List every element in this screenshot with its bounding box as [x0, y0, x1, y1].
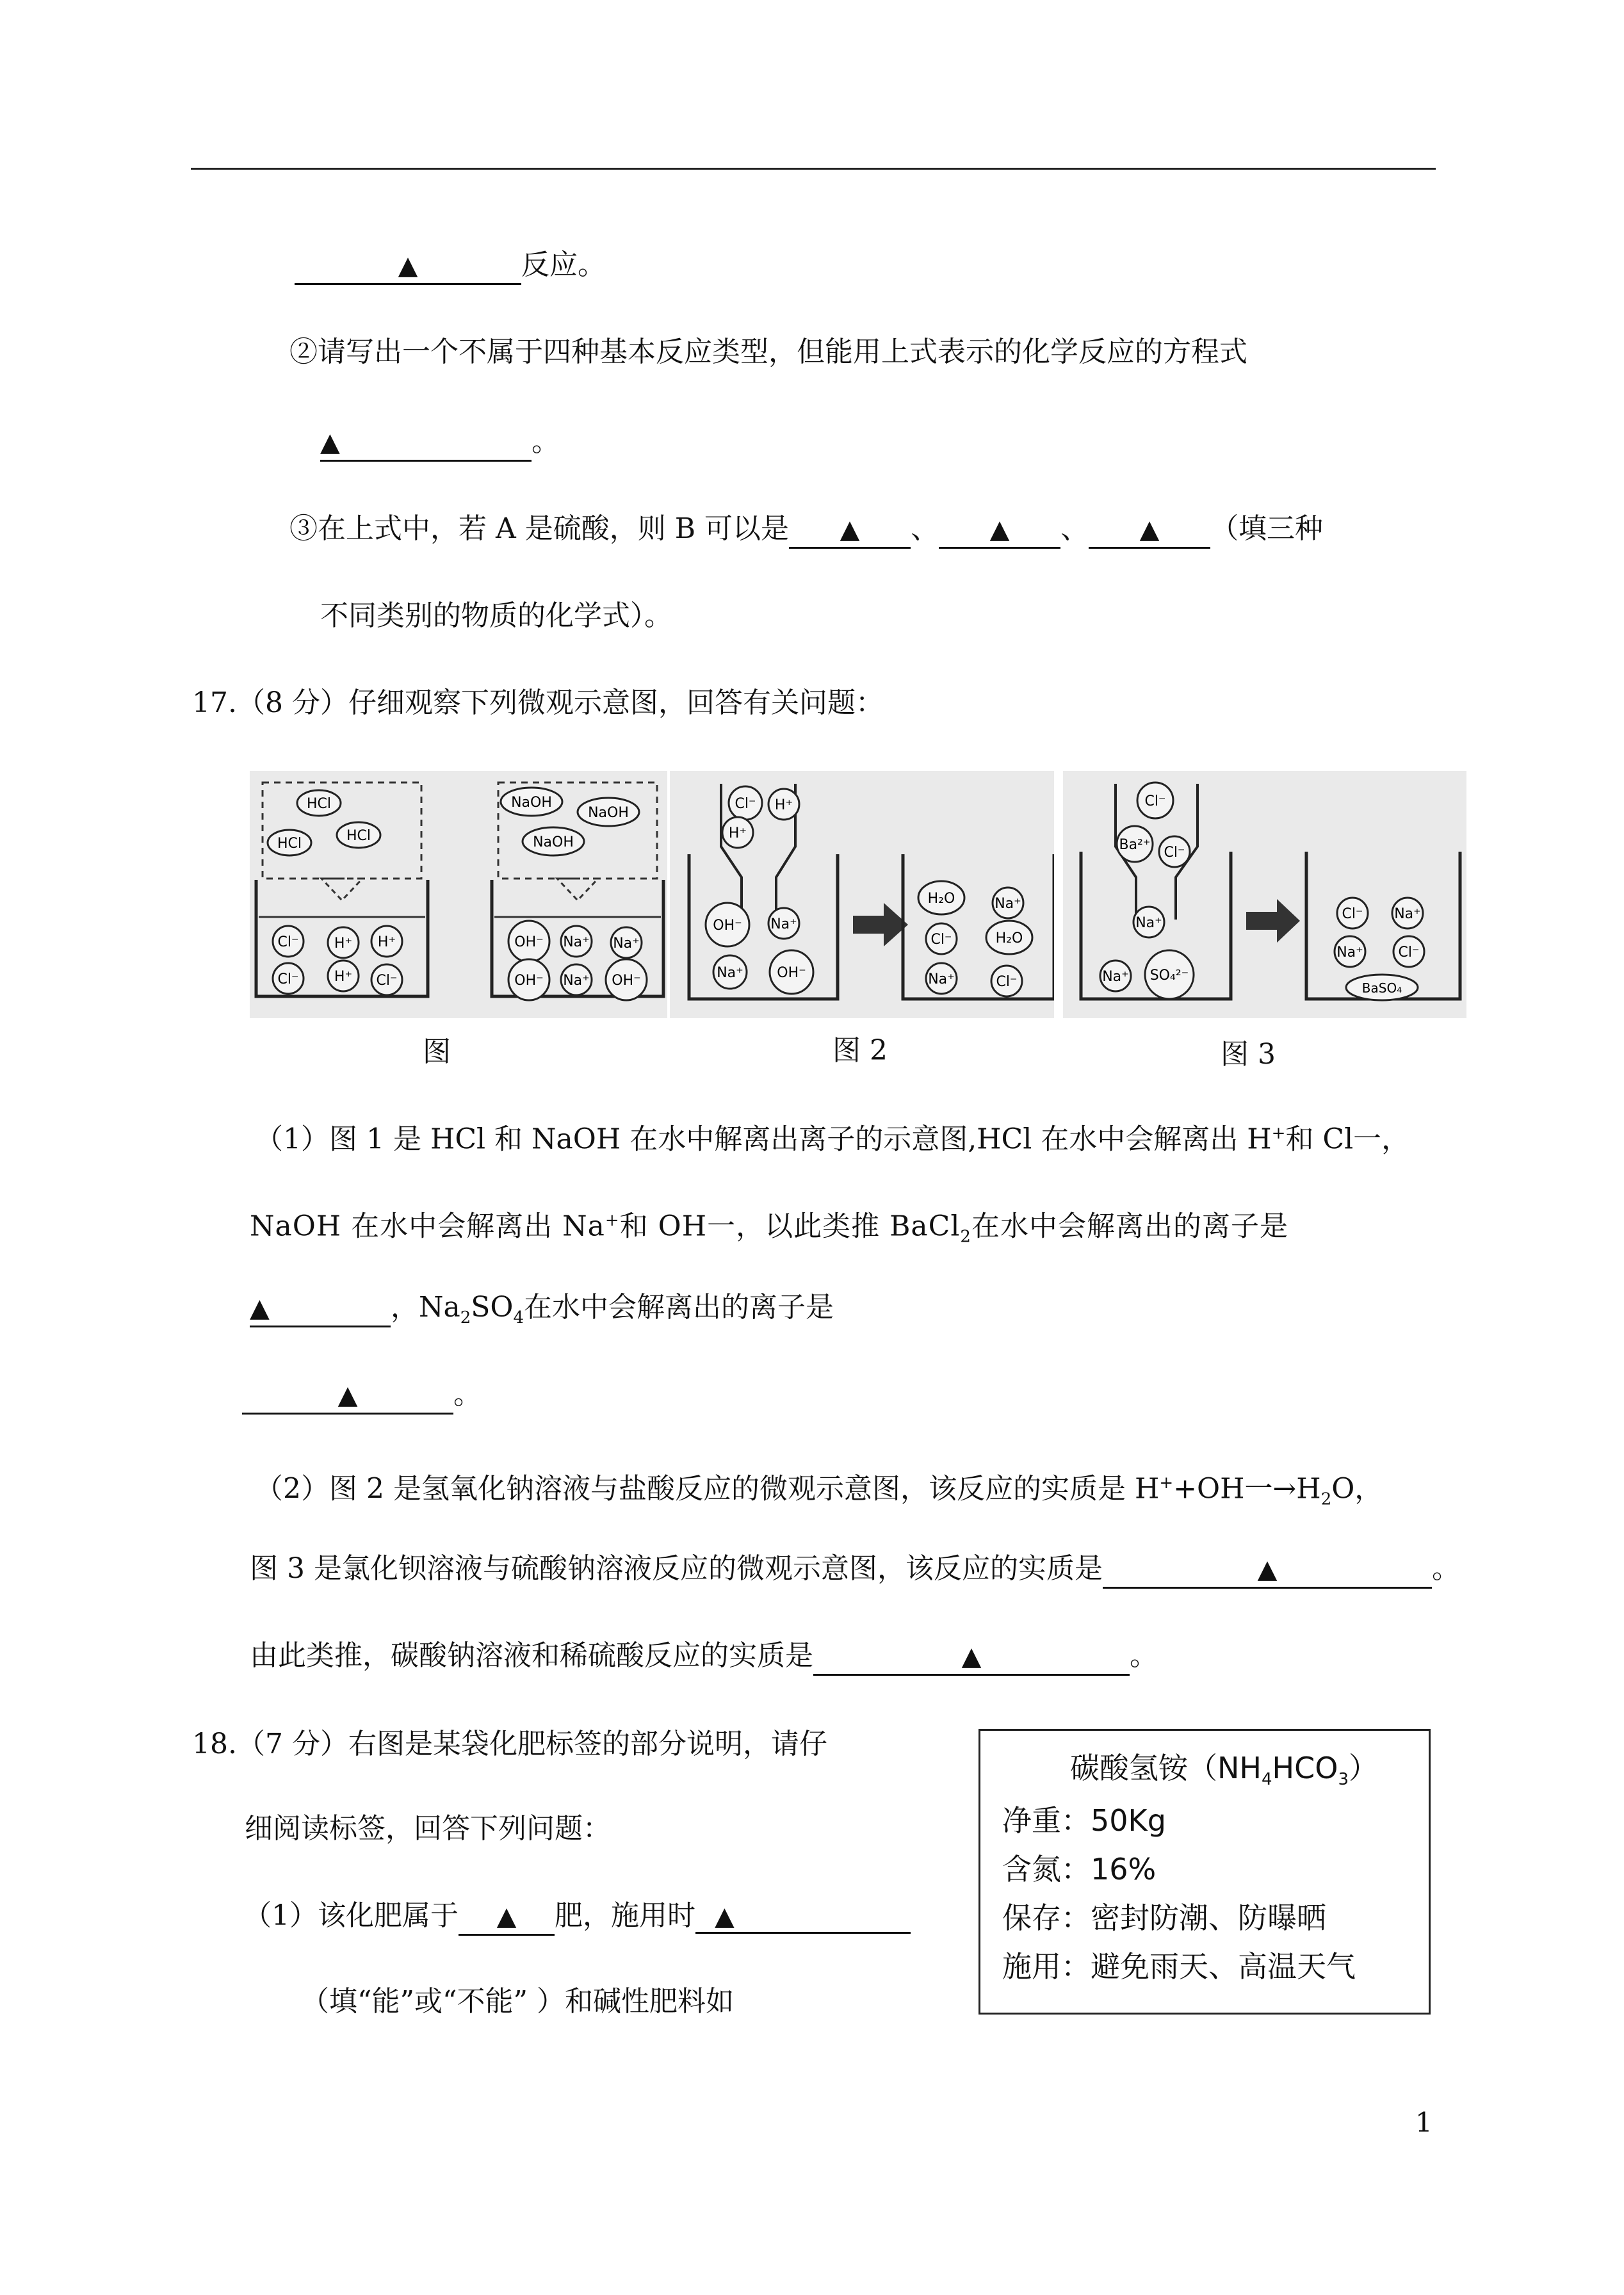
question-18-line-2: 细阅读标签，回答下列问题： [245, 1812, 611, 1845]
question-17-title: 17.（8 分）仔细观察下列微观示意图，回答有关问题： [192, 686, 884, 719]
fig3-products [1335, 898, 1424, 1000]
particle-label: Na⁺ [1336, 945, 1363, 961]
naoh-molecule-label: NaOH [511, 795, 552, 811]
answer-blank[interactable]: ▲ [1103, 1551, 1432, 1589]
particle-label: Na⁺ [1394, 906, 1421, 922]
fig1-naoh-ions [508, 921, 647, 1000]
answer-blank[interactable]: ▲ [813, 1638, 1130, 1676]
ion-label: Na⁺ [717, 965, 743, 981]
hcl-molecule-label: HCl [306, 796, 332, 812]
part-2-line-3: 由此类推，碳酸钠溶液和稀硫酸反应的实质是 ▲ 。 [250, 1637, 1158, 1676]
figure-2-caption: 图 2 [832, 1034, 888, 1067]
header-rule [191, 168, 1436, 170]
fig1-hcl-molecules [268, 790, 380, 856]
ion-label: OH⁻ [612, 973, 641, 989]
figure-1 [250, 771, 667, 1018]
ion-label: OH⁻ [777, 965, 806, 981]
ion-label: SO₄²⁻ [1149, 968, 1189, 984]
ion-label: Cl⁻ [1164, 845, 1185, 861]
ion-label: OH⁻ [713, 918, 742, 934]
question-18-title: 18.（7 分）右图是某袋化肥标签的部分说明，请仔 [192, 1728, 827, 1760]
answer-blank[interactable]: ▲ [250, 1290, 391, 1327]
naoh-molecule-label: NaOH [533, 834, 574, 850]
page-number: 1 [1415, 2107, 1433, 2138]
particle-label: Cl⁻ [1398, 945, 1420, 961]
answer-blank[interactable]: ▲ [459, 1898, 555, 1936]
part-1-line-3: ▲ ，$Na_2SO_4$在水中会解离出的离子是 [250, 1291, 834, 1327]
ion-label: Na⁺ [1102, 969, 1129, 985]
fertilizer-label [978, 1729, 1431, 2015]
label-net-weight: 净重：50Kg [1002, 1803, 1166, 1838]
ion-label: Na⁺ [770, 916, 797, 932]
part-1-line-2: NaOH 在水中会解离出 Na+和 OH一，以此类推 BaCl$_2$在水中会解离出的离子是 [250, 1210, 1288, 1247]
ion-label: OH⁻ [514, 934, 544, 950]
fig1-naoh-molecules [501, 788, 639, 856]
label-title: 碳酸氢铵$(NH_4HCO_3)$ [1070, 1751, 1379, 1790]
ion-label: H⁺ [334, 969, 353, 985]
particle-label: Cl⁻ [1342, 906, 1363, 922]
ion-label: Na⁺ [613, 936, 640, 952]
answer-blank[interactable]: ▲ [295, 247, 521, 285]
figure-1-caption: 图 [423, 1035, 451, 1068]
part-1-line-1: （1）图 1 是 HCl 和 NaOH 在水中解离出离子的示意图,HCl 在水中会解离出 H+和 Cl一， [255, 1123, 1410, 1156]
fig2-hcl-ions [722, 786, 799, 848]
figure-3 [1063, 771, 1466, 1018]
fig2-naoh-ions [706, 903, 813, 994]
ion-label: Cl⁻ [277, 934, 299, 950]
hcl-molecule-label: HCl [346, 828, 371, 844]
ion-label: Na⁺ [1135, 915, 1162, 931]
ion-label: Na⁺ [563, 973, 590, 989]
ion-label: H⁺ [377, 934, 396, 950]
ion-label: Cl⁻ [376, 973, 398, 989]
figure-2 [670, 771, 1054, 1018]
particle-label: Cl⁻ [996, 974, 1018, 990]
label-nitrogen: 含氮：16% [1002, 1852, 1157, 1886]
fig1-hcl-ions [273, 926, 402, 995]
ion-label: H⁺ [774, 797, 793, 813]
ion-label: H⁺ [728, 825, 747, 841]
answer-line-1: ▲ 反应。 [295, 246, 606, 285]
label-storage: 保存：密封防潮、防曝晒 [1002, 1901, 1326, 1935]
ion-label: OH⁻ [514, 973, 544, 989]
ion-label: Cl⁻ [277, 971, 299, 987]
particle-label: H₂O [995, 930, 1023, 946]
answer-blank[interactable]: ▲ [242, 1377, 453, 1415]
figure-3-caption: 图 3 [1221, 1038, 1276, 1071]
hcl-molecule-label: HCl [277, 836, 302, 852]
question-18-part-1-cont: （填“能”或“不能” ）和碱性肥料如 [301, 1985, 734, 2018]
ion-label: Na⁺ [563, 934, 590, 950]
ion-label: Cl⁻ [735, 796, 756, 812]
answer-blank[interactable]: ▲ [939, 511, 1060, 549]
answer-blank[interactable]: ▲ [320, 424, 532, 462]
question-2-answer: ▲ 。 [320, 423, 560, 462]
label-usage: 施用：避免雨天、高温天气 [1002, 1949, 1356, 1984]
fig3-na2so4-ions [1100, 907, 1194, 999]
fig3-bacl2-ions [1117, 783, 1190, 867]
naoh-molecule-label: NaOH [588, 805, 629, 821]
part-1-line-4: ▲ 。 [242, 1375, 482, 1415]
answer-blank[interactable]: ▲ [695, 1898, 911, 1934]
particle-label: Na⁺ [995, 896, 1021, 912]
part-2-line-1: （2）图 2 是氢氧化钠溶液与盐酸反应的微观示意图，该反应的实质是 H++OH一$\to H_2O$， [255, 1472, 1383, 1509]
answer-blank[interactable]: ▲ [789, 511, 911, 549]
answer-blank[interactable]: ▲ [1089, 511, 1210, 549]
ion-label: H⁺ [334, 936, 353, 952]
question-3-text-cont: 不同类别的物质的化学式）。 [320, 599, 672, 632]
particle-label: Cl⁻ [930, 932, 952, 948]
ion-label: Cl⁻ [1144, 793, 1166, 809]
particle-label: BaSO₄ [1361, 980, 1402, 996]
ion-label: Ba²⁺ [1119, 837, 1151, 853]
question-3-text: ③在上式中，若 A 是硫酸，则 B 可以是 ▲ 、 ▲ 、 ▲ （填三种 [289, 510, 1323, 549]
part-2-line-2: 图 3 是氯化钡溶液与硫酸钠溶液反应的微观示意图，该反应的实质是 ▲ 。 [250, 1550, 1460, 1589]
particle-label: Na⁺ [928, 971, 955, 987]
fig2-products [918, 881, 1032, 996]
particle-label: H₂O [927, 891, 955, 907]
question-2-text: ②请写出一个不属于四种基本反应类型，但能用上式表示的化学反应的方程式 [289, 336, 1247, 368]
question-18-part-1: （1）该化肥属于 ▲ 肥，施用时 ▲ [243, 1897, 911, 1936]
